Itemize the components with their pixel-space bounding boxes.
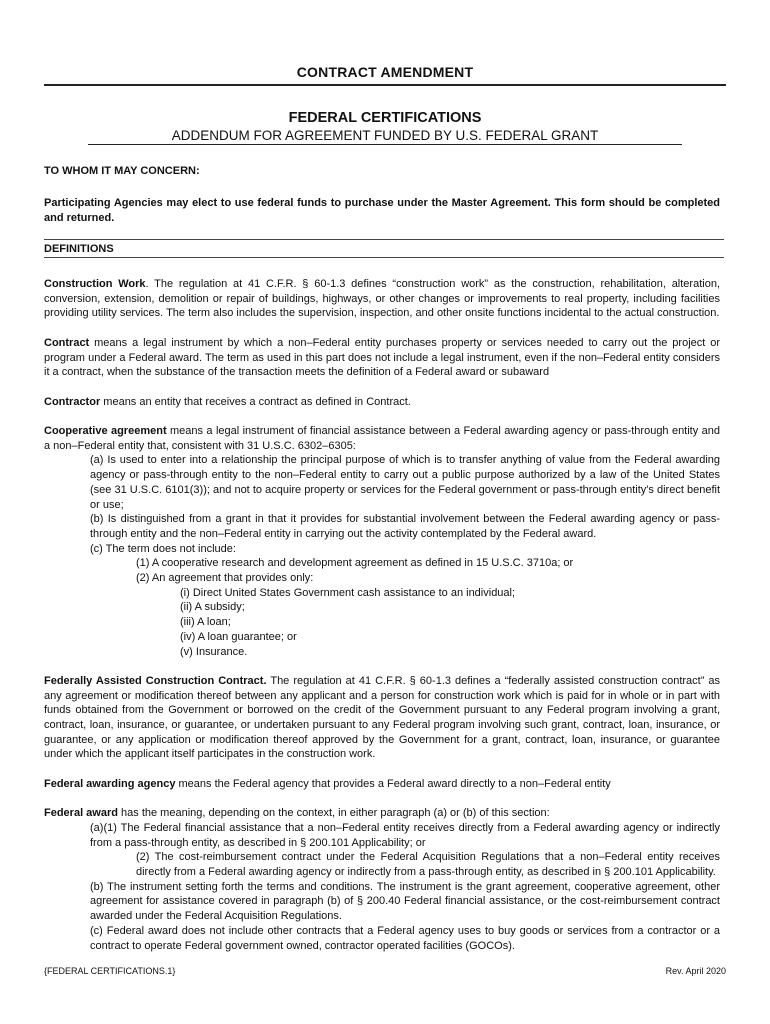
clause-c2-iv: (iv) A loan guarantee; or	[180, 630, 297, 643]
term-label: Contract	[44, 336, 90, 349]
definitions-divider-bottom	[44, 257, 724, 258]
clause-c2-iii: (iii) A loan;	[180, 616, 231, 629]
section-title: FEDERAL CERTIFICATIONS	[288, 110, 482, 126]
definitions-body	[44, 277, 720, 968]
clause-c: (c) Federal award does not include other contracts that a Federal agency uses to buy goods or services from a contractor or a contract to operate Federal government owned, contractor operated facilities (GOCOs).	[90, 924, 720, 952]
clause-a2: (2) The cost-reimbursement contract under the Federal Acquisition Regulations that a non–Federal entity receives directly from a Federal awarding agency or indirectly from a pass-through entity, as described in § 200.101 Applicability.	[136, 851, 720, 879]
clause-b: (b) Is distinguished from a grant in that it provides for substantial involvement between the Federal awarding agency or pass-through entity and the non–Federal entity in carrying out the activity contemplated by the Federal award.	[90, 513, 720, 540]
definition-lead	[44, 806, 720, 821]
section-subtitle: ADDENDUM FOR AGREEMENT FUNDED BY U.S. FEDERAL GRANT	[88, 128, 682, 145]
term-label: Cooperative agreement	[44, 424, 167, 437]
definitions-heading: DEFINITIONS	[44, 243, 114, 255]
definition-federally-assisted-construction	[44, 674, 720, 762]
term-label: Contractor	[44, 395, 101, 408]
definition-text: means a legal instrument of financial assistance between a Federal awarding agency or pass-through entity and a non–Federal entity that, consistent with 31 U.S.C. 6302–6305:	[44, 424, 720, 452]
clause-c2-i: (i) Direct United States Government cash assistance to an individual;	[180, 586, 516, 599]
definition-text: The regulation at 41 C.F.R. § 60-1.3 defines a “federally assisted construction contract” as any agreement or modification thereof between any applicant and a person for construction work which is paid for in whole or in part with funds obtained from the Government or borrowed on the credit of the Government pursuant to any Federal program involving a grant, contract, loan, insurance, or guarantee, or undertaken pursuant to any Federal program involving such grant, contract, loan, insurance, or guarantee, or any application or modification thereof approved by the Government for a grant, contract, loan, insurance, or guarantee under which the applicant itself participates in the construction work.	[44, 674, 721, 761]
document-title: CONTRACT AMENDMENT	[296, 64, 474, 80]
definitions-divider-top	[44, 239, 724, 240]
term-label: Federal award	[44, 807, 118, 820]
title-divider	[44, 84, 726, 86]
definition-text: means an entity that receives a contract as defined in Contract.	[100, 395, 411, 408]
clause-a: (a) Is used to enter into a relationship the principal purpose of which is to transfer anything of value from the Federal awarding agency or pass-through entity to the non–Federal entity to carry out a public purpose authorized by a law of the United States (see 31 U.S.C. 6101(3)); and not to acquire property or services for the Federal government or pass-through entity's direct benefit or use;	[90, 454, 720, 511]
clause-a1: (a)(1) The Federal financial assistance that a non–Federal entity receives directly from a Federal awarding agency or indirectly from a pass-through entity, as described in § 200.101 Applicability; or	[90, 821, 720, 849]
definition-lead	[44, 424, 720, 453]
clause-b: (b) The instrument setting forth the terms and conditions. The instrument is the grant agreement, cooperative agreement, other agreement for assistance covered in paragraph (b) of § 200.40 Federal financial assistance, or the cost-reimbursement contract awarded under the Federal Acquisition Regulations.	[90, 880, 720, 923]
clause-c: (c) The term does not include:	[90, 542, 236, 555]
definition-construction-work	[44, 277, 720, 321]
definition-text: means the Federal agency that provides a Federal award directly to a non–Federal entity	[175, 777, 611, 790]
footer-revision: Rev. April 2020	[665, 966, 726, 976]
definition-contract	[44, 336, 720, 380]
clause-c1: (1) A cooperative research and development agreement as defined in 15 U.S.C. 3710a; or	[136, 557, 574, 570]
salutation: TO WHOM IT MAY CONCERN:	[44, 165, 200, 177]
term-label: Construction Work	[44, 278, 146, 290]
footer-document-id: {FEDERAL CERTIFICATIONS.1}	[44, 966, 176, 976]
clause-c2-ii: (ii) A subsidy;	[180, 601, 245, 614]
definition-cooperative-agreement	[44, 424, 720, 659]
term-label: Federal awarding agency	[44, 777, 176, 790]
intro-paragraph: Participating Agencies may elect to use federal funds to purchase under the Master Agreement. This form should be completed and returned.	[44, 197, 720, 224]
definition-contractor	[44, 395, 720, 410]
definition-federal-awarding-agency	[44, 777, 720, 792]
definition-text: has the meaning, depending on the context, in either paragraph (a) or (b) of this section:	[117, 807, 550, 820]
clause-c2: (2) An agreement that provides only:	[136, 572, 314, 585]
term-label: Federally Assisted Construction Contract.	[44, 674, 267, 687]
definition-text: means a legal instrument by which a non–Federal entity purchases property or services needed to carry out the project or program under a Federal award. The term as used in this part does not include a legal instrument, even if the non–Federal entity considers it a contract, when the substance of the transaction meets the definition of a Federal award or subaward	[44, 336, 720, 379]
clause-c2-v: (v) Insurance.	[180, 645, 248, 658]
definition-text: . The regulation at 41 C.F.R. § 60-1.3 defines “construction work” as the construction, rehabilitation, alteration, conversion, extension, demolition or repair of buildings, highways, or other changes or improvements to real property, including facilities providing utility services. The term also includes the supervision, inspection, and other onsite functions incidental to the actual construction.	[44, 278, 720, 320]
definition-federal-award	[44, 806, 720, 953]
